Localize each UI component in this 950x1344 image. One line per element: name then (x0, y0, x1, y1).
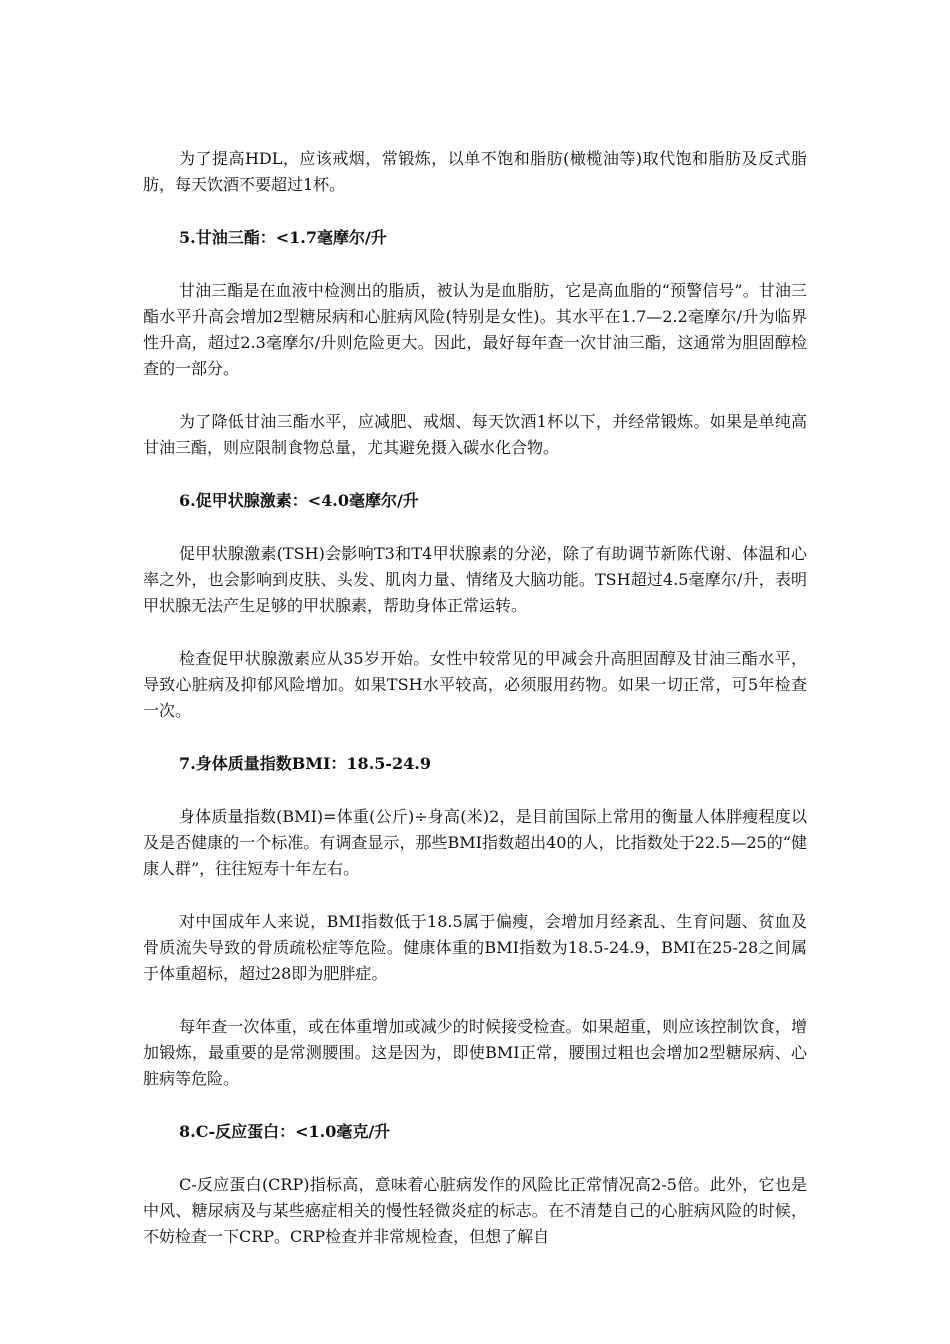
paragraph-bmi-advice: 每年查一次体重，或在体重增加或减少的时候接受检查。如果超重，则应该控制饮食，增加锻炼，最重要的是常测腰围。这是因为，即使BMI正常，腰围过粗也会增加2型糖尿病、心脏病等危险。 (143, 1017, 807, 1088)
paragraph-tsh-advice: 检查促甲状腺激素应从35岁开始。女性中较常见的甲减会升高胆固醇及甘油三酯水平，导致心脏病及抑郁风险增加。如果TSH水平较高，必须服用药物。如果一切正常，可5年检查一次。 (143, 649, 807, 720)
paragraph-triglycerides-advice: 为了降低甘油三酯水平，应减肥、戒烟、每天饮酒1杯以下，并经常锻炼。如果是单纯高甘油三酯，则应限制食物总量，尤其避免摄入碳水化合物。 (143, 412, 807, 457)
paragraph-bmi-intro: 身体质量指数(BMI)=体重(公斤)÷身高(米)2，是目前国际上常用的衡量人体胖瘦程度以及是否健康的一个标准。有调查显示，那些BMI指数超出40的人，比指数处于22.5—25的“健康人群”，往往短寿十年左右。 (143, 807, 807, 878)
document-body (143, 146, 807, 1250)
heading-crp: 8.C-反应蛋白：<1.0毫克/升 (179, 1122, 391, 1141)
paragraph-triglycerides-intro: 甘油三酯是在血液中检测出的脂质，被认为是血脂肪，它是高血脂的“预警信号”。甘油三酯水平升高会增加2型糖尿病和心脏病风险(特别是女性)。其水平在1.7—2.2毫摩尔/升为临界性升高，超过2.3毫摩尔/升则危险更大。因此，最好每年查一次甘油三酯，这通常为胆固醇检查的一部分。 (143, 281, 807, 378)
paragraph-crp-intro: C-反应蛋白(CRP)指标高，意味着心脏病发作的风险比正常情况高2-5倍。此外，它也是中风、糖尿病及与某些癌症相关的慢性轻微炎症的标志。在不清楚自己的心脏病风险的时候，不妨检查一下CRP。CRP检查并非常规检查，但想了解自 (143, 1175, 807, 1246)
paragraph-tsh-intro: 促甲状腺激素(TSH)会影响T3和T4甲状腺素的分泌，除了有助调节新陈代谢、体温和心率之外，也会影响到皮肤、头发、肌肉力量、情绪及大脑功能。TSH超过4.5毫摩尔/升，表明甲状腺无法产生足够的甲状腺素，帮助身体正常运转。 (143, 544, 807, 615)
heading-triglycerides: 5.甘油三酯：<1.7毫摩尔/升 (179, 228, 387, 247)
paragraph-bmi-ranges: 对中国成年人来说，BMI指数低于18.5属于偏瘦，会增加月经紊乱、生育问题、贫血及骨质流失导致的骨质疏松症等危险。健康体重的BMI指数为18.5-24.9，BMI在25-28之间属于体重超标，超过28即为肥胖症。 (143, 912, 807, 983)
heading-bmi: 7.身体质量指数BMI：18.5-24.9 (179, 754, 432, 773)
heading-tsh: 6.促甲状腺激素：<4.0毫摩尔/升 (179, 491, 419, 510)
paragraph-hdl-advice: 为了提高HDL，应该戒烟，常锻炼，以单不饱和脂肪(橄榄油等)取代饱和脂肪及反式脂肪，每天饮酒不要超过1杯。 (143, 149, 807, 194)
